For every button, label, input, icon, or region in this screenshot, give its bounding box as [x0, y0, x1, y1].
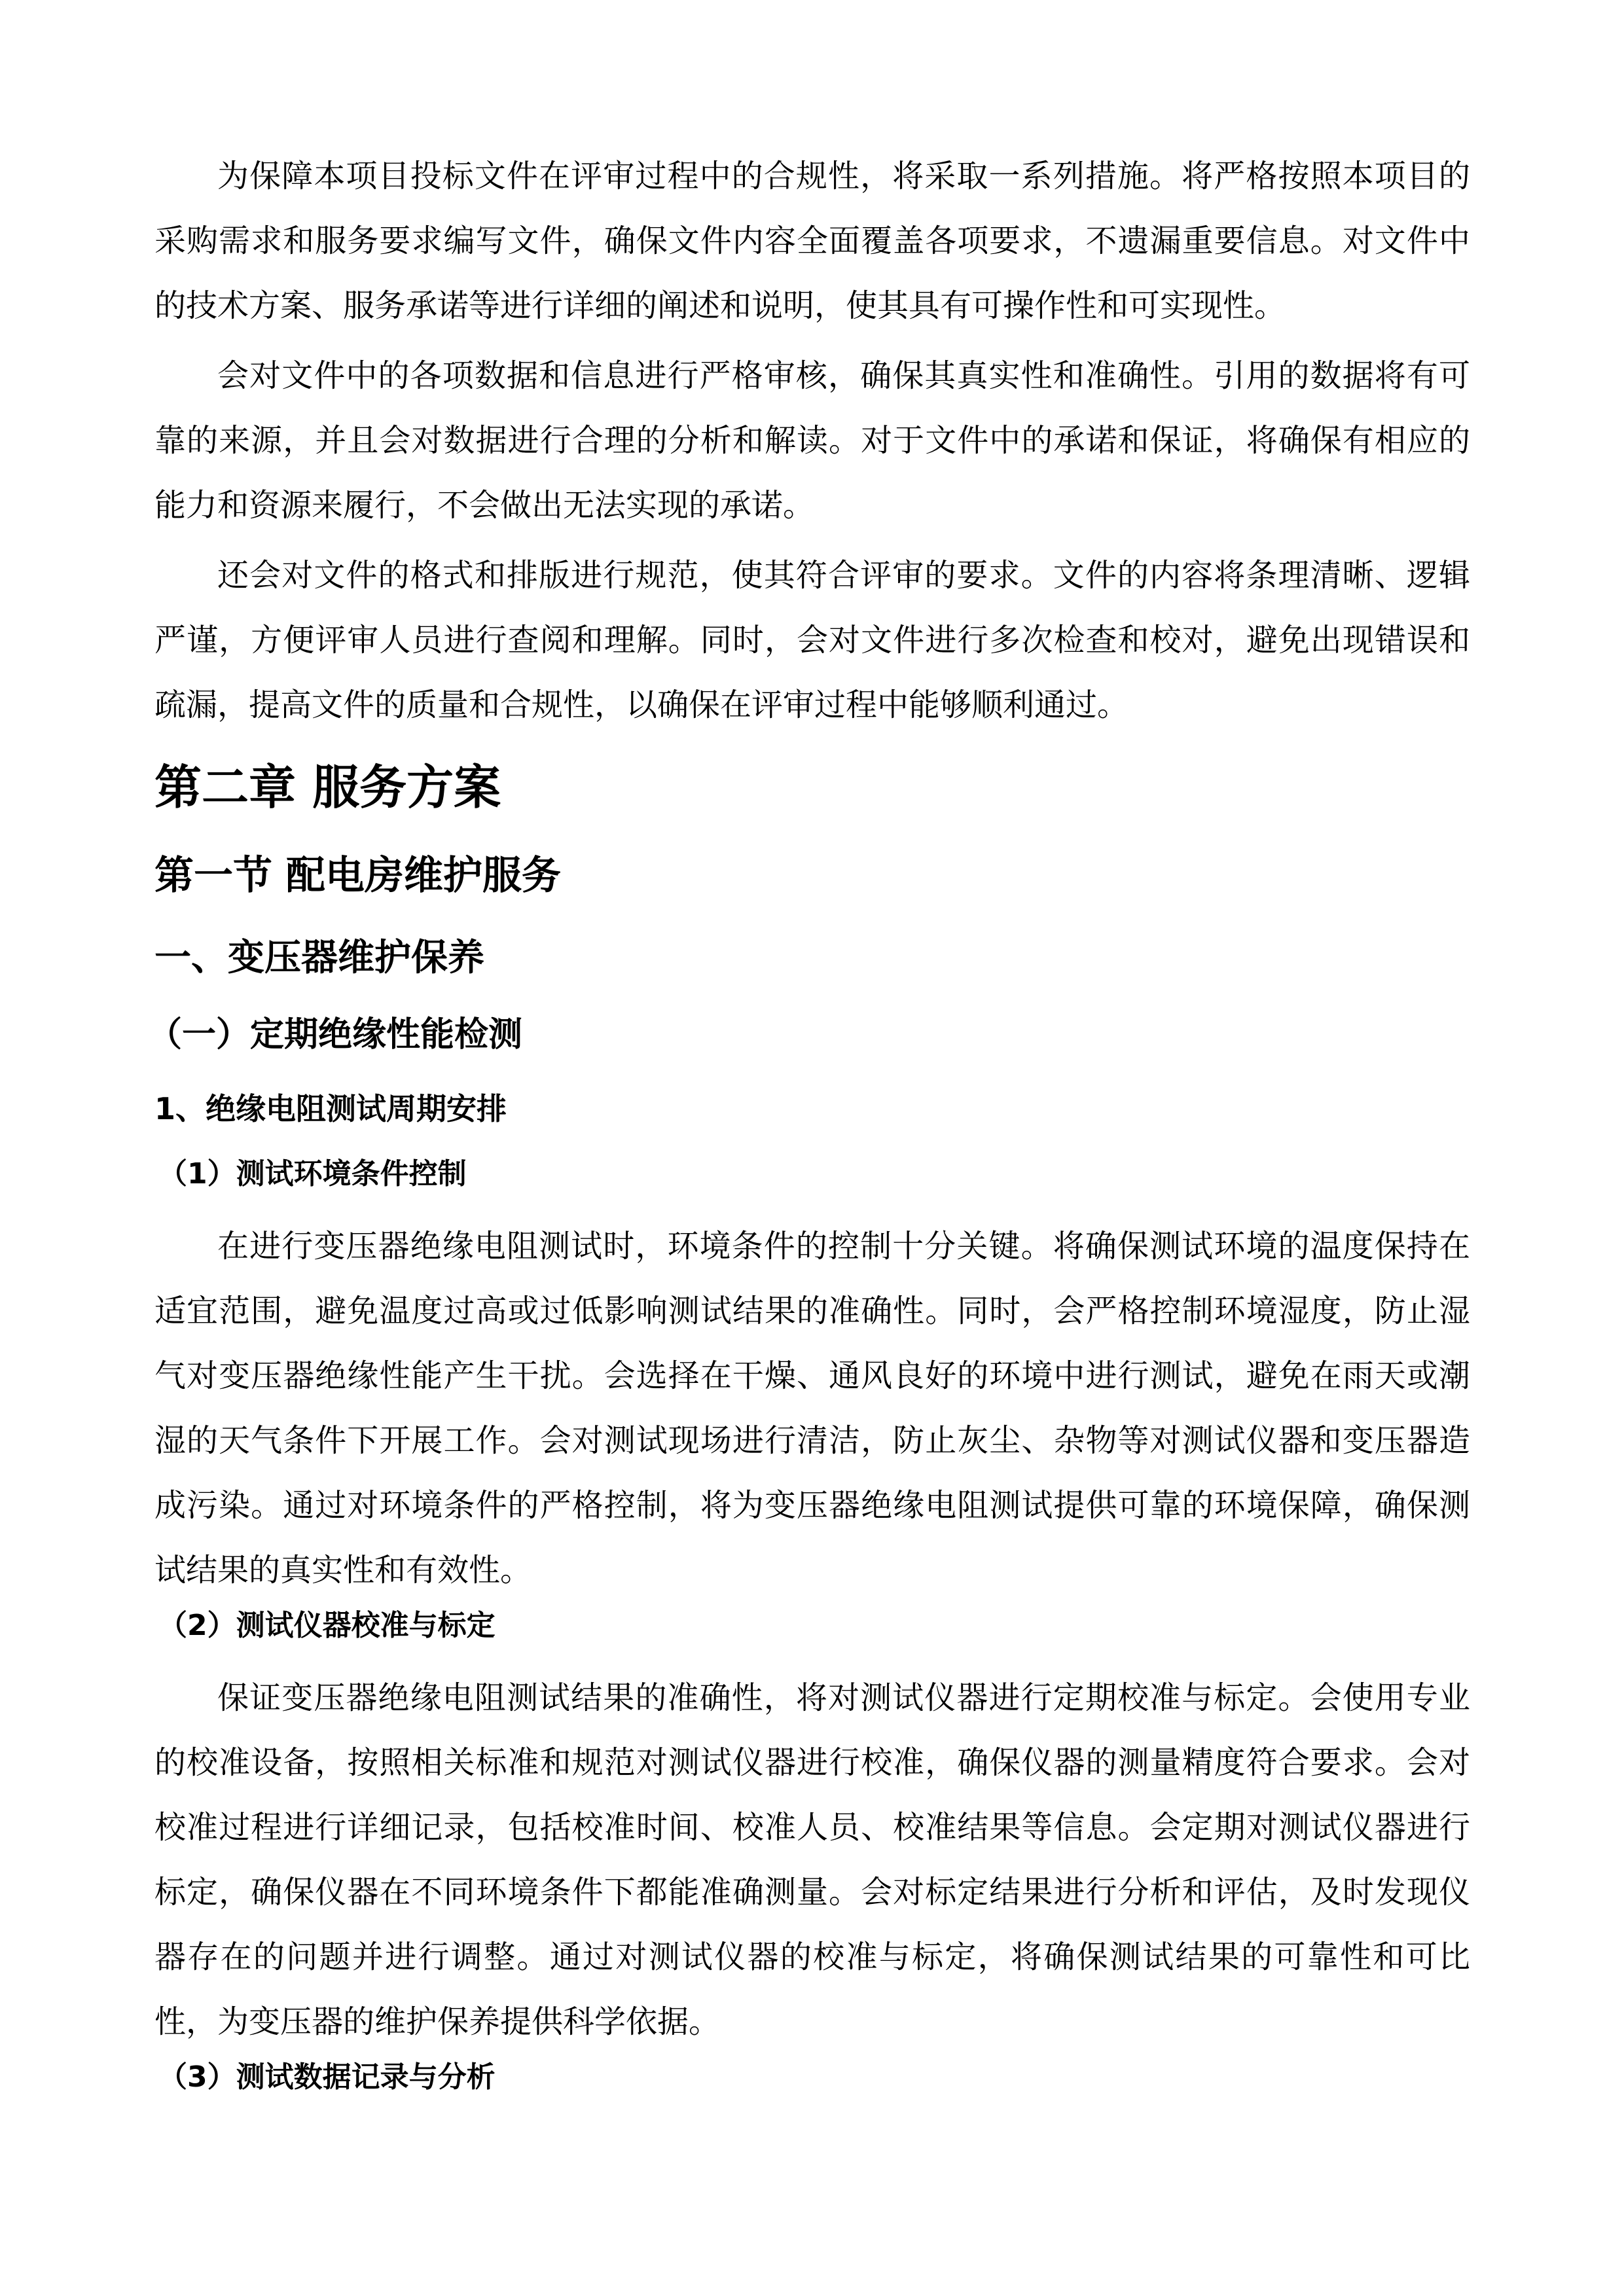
chapter-title: 第二章 服务方案 — [154, 760, 501, 815]
item-heading-2: （2）测试仪器校准与标定 — [158, 1609, 496, 1642]
item-heading-1: （1）测试环境条件控制 — [158, 1157, 467, 1191]
page-content — [148, 144, 1470, 2117]
subsection-title-1: 一、变压器维护保养 — [154, 937, 484, 979]
intro-paragraph-1: 为保障本项目投标文件在评审过程中的合规性，将采取一系列措施。将严格按照本项目的采购需求和服务要求编写文件，确保文件内容全面覆盖各项要求，不遗漏重要信息。对文件中的技术方案、服务承诺等进行详细的阐述和说明，使其具有可操作性和可实现性。 — [154, 158, 1470, 324]
subsection-title-3: 1、绝缘电阻测试周期安排 — [154, 1091, 507, 1126]
item-heading-3: （3）测试数据记录与分析 — [158, 2060, 496, 2094]
intro-paragraph-2: 会对文件中的各项数据和信息进行严格审核，确保其真实性和准确性。引用的数据将有可靠的来源，并且会对数据进行合理的分析和解读。对于文件中的承诺和保证，将确保有相应的能力和资源来履行，不会做出无法实现的承诺。 — [154, 357, 1470, 524]
subsection-title-2: （一）定期绝缘性能检测 — [148, 1015, 523, 1054]
intro-paragraph-3: 还会对文件的格式和排版进行规范，使其符合评审的要求。文件的内容将条理清晰、逻辑严谨，方便评审人员进行查阅和理解。同时，会对文件进行多次检查和校对，避免出现错误和疏漏，提高文件的质量和合规性，以确保在评审过程中能够顺利通过。 — [154, 557, 1470, 723]
item-body-1: 在进行变压器绝缘电阻测试时，环境条件的控制十分关键。将确保测试环境的温度保持在适宜范围，避免温度过高或过低影响测试结果的准确性。同时，会严格控制环境湿度，防止湿气对变压器绝缘性能产生干扰。会选择在干燥、通风良好的环境中进行测试，避免在雨天或潮湿的天气条件下开展工作。会对测试现场进行清洁，防止灰尘、杂物等对测试仪器和变压器造成污染。通过对环境条件的严格控制，将为变压器绝缘电阻测试提供可靠的环境保障，确保测试结果的真实性和有效性。 — [154, 1228, 1470, 1588]
item-body-2: 保证变压器绝缘电阻测试结果的准确性，将对测试仪器进行定期校准与标定。会使用专业的校准设备，按照相关标准和规范对测试仪器进行校准，确保仪器的测量精度符合要求。会对校准过程进行详细记录，包括校准时间、校准人员、校准结果等信息。会定期对测试仪器进行标定，确保仪器在不同环境条件下都能准确测量。会对标定结果进行分析和评估，及时发现仪器存在的问题并进行调整。通过对测试仪器的校准与标定，将确保测试结果的可靠性和可比性，为变压器的维护保养提供科学依据。 — [154, 1679, 1470, 2040]
section-title: 第一节 配电房维护服务 — [154, 853, 561, 899]
